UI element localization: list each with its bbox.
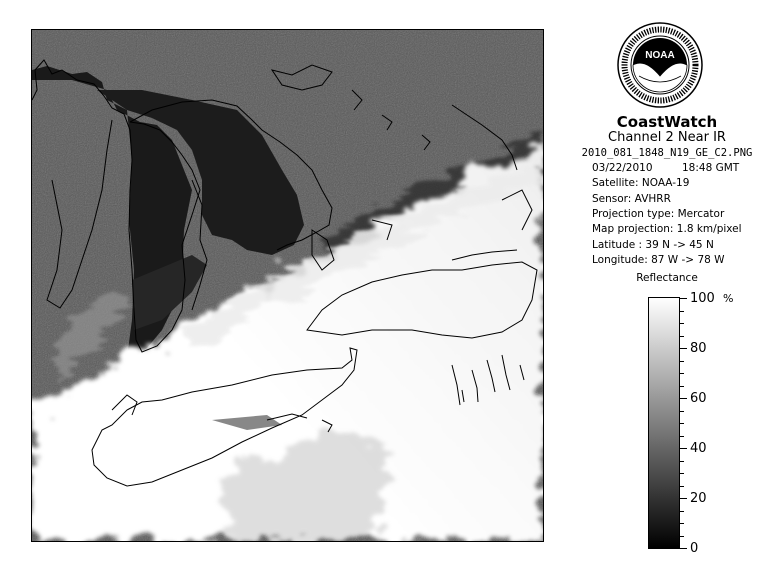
legend-title: Reflectance	[636, 272, 698, 284]
colorbar-tick	[680, 498, 687, 499]
colorbar-minor-tick	[680, 373, 684, 374]
colorbar-minor-tick	[680, 336, 684, 337]
title: CoastWatch	[616, 113, 718, 131]
meta-resolution: Map projection: 1.8 km/pixel	[592, 223, 742, 235]
colorbar-minor-tick	[680, 361, 684, 362]
colorbar-tick	[680, 298, 687, 299]
meta-latitude: Latitude : 39 N -> 45 N	[592, 239, 714, 251]
noaa-logo	[617, 22, 703, 108]
colorbar-minor-tick	[680, 536, 684, 537]
colorbar-tick-label: 80	[690, 341, 707, 356]
noaa-logo-text: NOAA	[645, 50, 675, 61]
meta-projection: Projection type: Mercator	[592, 208, 725, 220]
colorbar-minor-tick	[680, 436, 684, 437]
time-label: 18:48 GMT	[682, 162, 740, 174]
colorbar-tick	[680, 548, 687, 549]
colorbar-tick-label: 60	[690, 391, 707, 406]
filename-label: 2010_081_1848_N19_GE_C2.PNG	[581, 147, 753, 159]
colorbar-tick	[680, 398, 687, 399]
meta-satellite: Satellite: NOAA-19	[592, 177, 690, 189]
channel-label: Channel 2 Near IR	[608, 130, 726, 145]
meta-longitude: Longitude: 87 W -> 78 W	[592, 254, 725, 266]
colorbar-tick-label: 100	[690, 291, 715, 306]
colorbar-tick-label: 20	[690, 491, 707, 506]
colorbar-minor-tick	[680, 423, 684, 424]
satellite-map	[31, 29, 544, 542]
colorbar-minor-tick	[680, 386, 684, 387]
legend-unit: %	[723, 292, 734, 305]
colorbar-minor-tick	[680, 311, 684, 312]
date-label: 03/22/2010	[592, 162, 653, 174]
colorbar-minor-tick	[680, 486, 684, 487]
colorbar-minor-tick	[680, 523, 684, 524]
colorbar-tick	[680, 348, 687, 349]
colorbar-minor-tick	[680, 323, 684, 324]
colorbar-minor-tick	[680, 511, 684, 512]
colorbar-minor-tick	[680, 473, 684, 474]
reflectance-colorbar	[648, 297, 680, 549]
colorbar-tick-label: 0	[690, 541, 699, 556]
colorbar-tick-label: 40	[690, 441, 707, 456]
colorbar-minor-tick	[680, 461, 684, 462]
colorbar-minor-tick	[680, 411, 684, 412]
colorbar-tick	[680, 448, 687, 449]
meta-sensor: Sensor: AVHRR	[592, 193, 671, 205]
